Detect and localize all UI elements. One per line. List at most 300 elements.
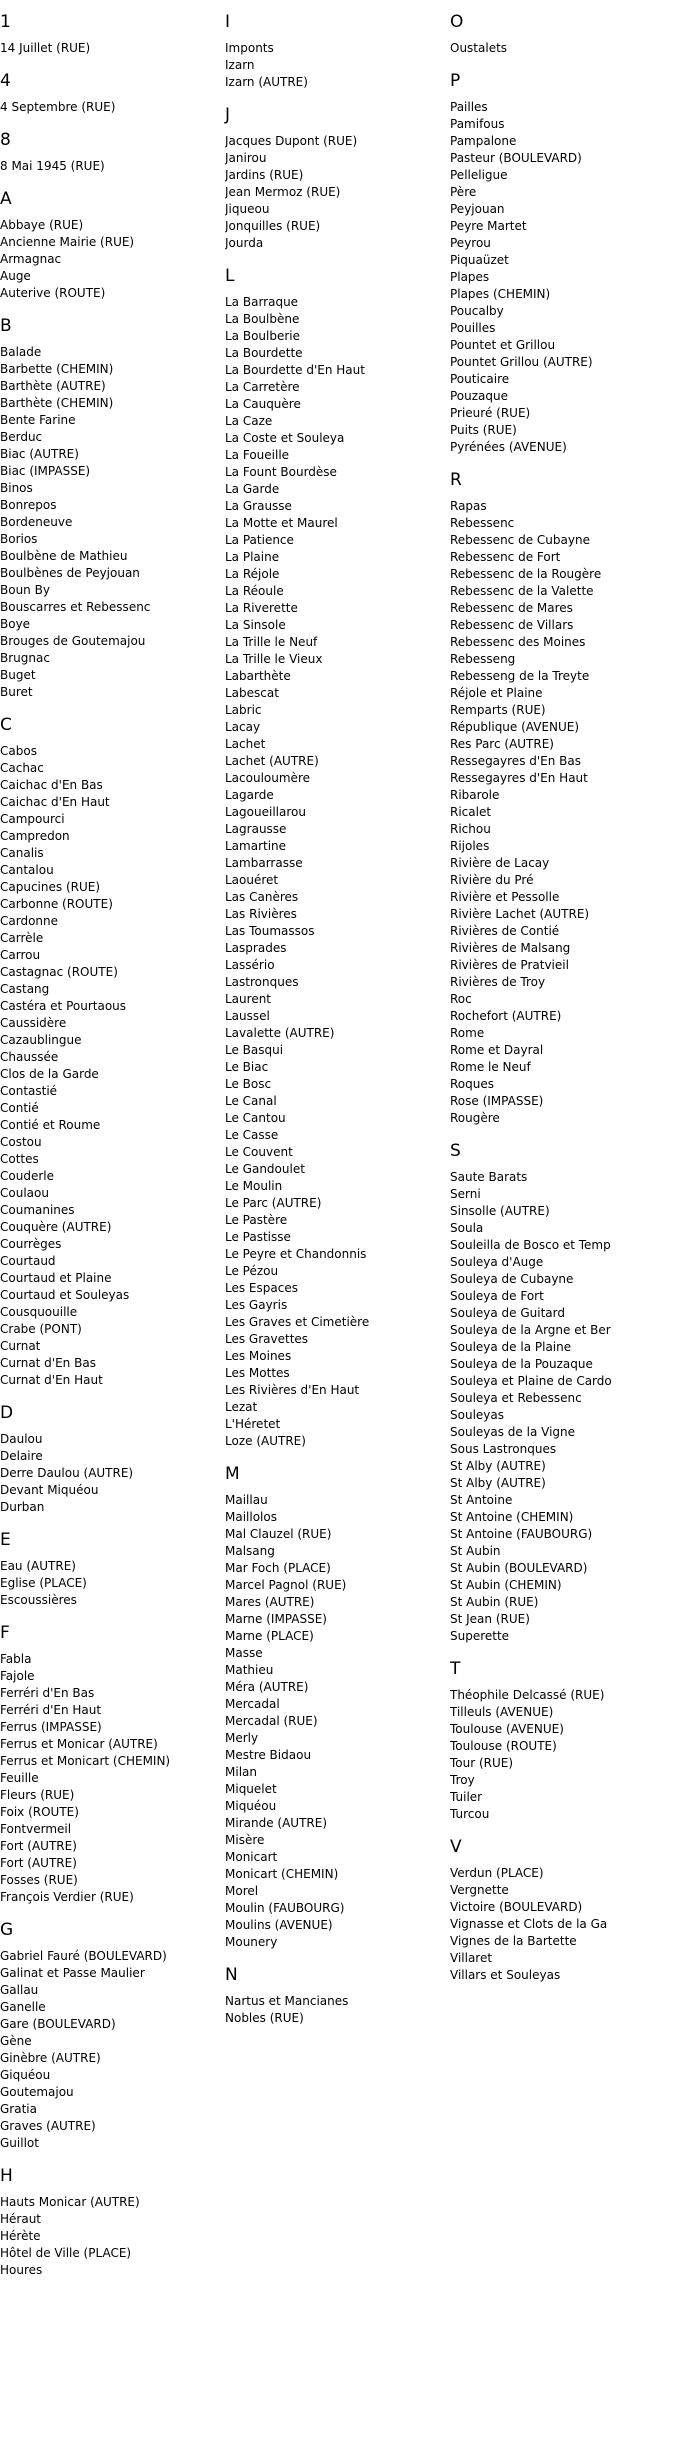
street-name: Fajole xyxy=(0,1669,35,1683)
street-name: Contié xyxy=(0,1101,39,1115)
street-name: Mercadal (RUE) xyxy=(225,1714,318,1728)
street-name: Ferréri d'En Haut xyxy=(0,1703,102,1717)
street-list xyxy=(450,1865,670,1984)
street-name: Lachet (AUTRE) xyxy=(225,754,319,768)
street-name: Brugnac xyxy=(0,651,50,665)
street-name: Caichac d'En Haut xyxy=(0,795,110,809)
street-name: La Carretère xyxy=(225,380,300,394)
street-name: Maillau xyxy=(225,1493,268,1507)
letter-heading: N xyxy=(225,1965,238,1985)
street-name: Durban xyxy=(0,1500,45,1514)
street-name: Roc xyxy=(450,992,472,1006)
street-name: Souleya et Plaine de Cardo xyxy=(450,1374,612,1388)
street-name: Tour (RUE) xyxy=(450,1756,514,1770)
street-name: Binos xyxy=(0,481,33,495)
letter-group xyxy=(225,105,445,252)
street-name: Fort (AUTRE) xyxy=(0,1839,77,1853)
street-name: Malsang xyxy=(225,1544,275,1558)
street-name: Rivière du Pré xyxy=(450,873,534,887)
street-name: Barbette (CHEMIN) xyxy=(0,362,114,376)
street-name: Cazaublingue xyxy=(0,1033,82,1047)
street-name: Jiqueou xyxy=(225,202,270,216)
street-name: Villaret xyxy=(450,1951,493,1965)
street-name: Miquelet xyxy=(225,1782,277,1796)
letter-group xyxy=(0,189,220,302)
street-name: Ribarole xyxy=(450,788,500,802)
letter-group xyxy=(0,1530,220,1609)
street-name: La Patience xyxy=(225,533,294,547)
street-name: Mestre Bidaou xyxy=(225,1748,312,1762)
street-name: La Bourdette d'En Haut xyxy=(225,363,365,377)
street-name: Lambarrasse xyxy=(225,856,303,870)
street-name: Misère xyxy=(225,1833,265,1847)
street-name: Prieuré (RUE) xyxy=(450,406,531,420)
street-name: La Riverette xyxy=(225,601,298,615)
street-name: Carbonne (ROUTE) xyxy=(0,897,113,911)
street-name: Ferrus (IMPASSE) xyxy=(0,1720,102,1734)
street-name: Ferrus et Monicart (CHEMIN) xyxy=(0,1754,171,1768)
street-name: Souleya d'Auge xyxy=(450,1255,544,1269)
street-name: Laussel xyxy=(225,1009,270,1023)
letter-heading: L xyxy=(225,266,235,286)
street-name: Souleya de la Pouzaque xyxy=(450,1357,593,1371)
street-name: Boye xyxy=(0,617,31,631)
street-name: Marne (IMPASSE) xyxy=(225,1612,327,1626)
street-list xyxy=(0,1558,220,1609)
street-name: Superette xyxy=(450,1629,510,1643)
street-name: Derre Daulou (AUTRE) xyxy=(0,1466,134,1480)
street-name: La Grausse xyxy=(225,499,292,513)
street-name: Carrou xyxy=(0,948,41,962)
street-name: Pouticaire xyxy=(450,372,510,386)
street-name: Le Parc (AUTRE) xyxy=(225,1196,322,1210)
letter-group xyxy=(0,71,220,116)
street-name: St Alby (AUTRE) xyxy=(450,1459,546,1473)
street-name: Monicart (CHEMIN) xyxy=(225,1867,339,1881)
street-name: Pamifous xyxy=(450,117,505,131)
street-name: La Foueille xyxy=(225,448,290,462)
street-name: Giquéou xyxy=(0,2068,51,2082)
street-name: Izarn xyxy=(225,58,255,72)
street-name: Buget xyxy=(0,668,36,682)
street-name: Lezat xyxy=(225,1400,258,1414)
street-name: Laurent xyxy=(225,992,272,1006)
street-name: République (AVENUE) xyxy=(450,720,580,734)
street-name: Devant Miquéou xyxy=(0,1483,99,1497)
street-name: Rebessenc xyxy=(450,516,515,530)
street-name: Sous Lastronques xyxy=(450,1442,557,1456)
street-name: La Réjole xyxy=(225,567,280,581)
street-name: Borios xyxy=(0,532,38,546)
street-name: Guillot xyxy=(0,2136,39,2150)
street-name: Rivières de Pratvieil xyxy=(450,958,569,972)
street-list xyxy=(0,217,220,302)
street-name: Lagrausse xyxy=(225,822,287,836)
street-name: Peyrou xyxy=(450,236,491,250)
street-list xyxy=(225,1492,445,1951)
street-name: Jacques Dupont (RUE) xyxy=(225,134,358,148)
street-name: Contastié xyxy=(0,1084,58,1098)
street-name: Buret xyxy=(0,685,33,699)
street-name: Balade xyxy=(0,345,42,359)
street-name: Castang xyxy=(0,982,50,996)
street-name: Auterive (ROUTE) xyxy=(0,286,106,300)
letter-group xyxy=(225,1464,445,1951)
street-name: Pountet et Grillou xyxy=(450,338,556,352)
street-name: Houres xyxy=(0,2263,43,2277)
street-list xyxy=(450,99,670,456)
street-name: Le Basqui xyxy=(225,1043,284,1057)
street-name: Souleya de Guitard xyxy=(450,1306,566,1320)
street-name: La Bourdette xyxy=(225,346,303,360)
street-name: Gallau xyxy=(0,1983,39,1997)
street-name: Roques xyxy=(450,1077,494,1091)
street-name: Labescat xyxy=(225,686,279,700)
street-name: Goutemajou xyxy=(0,2085,74,2099)
street-name: Rebessenc de Fort xyxy=(450,550,561,564)
street-name: Barthète (CHEMIN) xyxy=(0,396,114,410)
street-name: Rebessenc des Moines xyxy=(450,635,586,649)
street-name: Gare (BOULEVARD) xyxy=(0,2017,116,2031)
street-name: Jourda xyxy=(225,236,264,250)
street-name: Imponts xyxy=(225,41,274,55)
street-name: Cottes xyxy=(0,1152,39,1166)
street-name: La Coste et Souleya xyxy=(225,431,345,445)
street-name: Rebessenc de Cubayne xyxy=(450,533,590,547)
street-name: Campourci xyxy=(0,812,65,826)
column-2 xyxy=(225,0,445,2041)
street-name: Cantalou xyxy=(0,863,54,877)
street-name: Vignasse et Clots de la Ga xyxy=(450,1917,608,1931)
street-name: Courrèges xyxy=(0,1237,62,1251)
street-name: Souleya de Fort xyxy=(450,1289,544,1303)
street-name: Poucalby xyxy=(450,304,504,318)
street-list xyxy=(0,40,220,57)
street-name: Souleya de la Argne et Ber xyxy=(450,1323,611,1337)
street-name: Réjole et Plaine xyxy=(450,686,543,700)
street-name: Lassério xyxy=(225,958,275,972)
street-name: Verdun (PLACE) xyxy=(450,1866,544,1880)
street-name: Héraut xyxy=(0,2212,42,2226)
street-name: Nobles (RUE) xyxy=(225,2011,304,2025)
street-name: Gène xyxy=(0,2034,32,2048)
street-name: Hôtel de Ville (PLACE) xyxy=(0,2246,132,2260)
street-name: François Verdier (RUE) xyxy=(0,1890,134,1904)
street-name: Ressegayres d'En Bas xyxy=(450,754,582,768)
letter-group xyxy=(450,12,670,57)
street-name: Saute Barats xyxy=(450,1170,528,1184)
street-name: Curnat d'En Bas xyxy=(0,1356,96,1370)
street-name: Barthète (AUTRE) xyxy=(0,379,106,393)
street-name: Las Rivières xyxy=(225,907,297,921)
street-name: Castagnac (ROUTE) xyxy=(0,965,118,979)
street-name: Curnat d'En Haut xyxy=(0,1373,103,1387)
street-name: Cachac xyxy=(0,761,44,775)
street-name: Labarthète xyxy=(225,669,291,683)
street-name: Peyjouan xyxy=(450,202,505,216)
street-name: Le Couvent xyxy=(225,1145,293,1159)
street-name: Rougère xyxy=(450,1111,500,1125)
street-name: Res Parc (AUTRE) xyxy=(450,737,554,751)
street-name: Serni xyxy=(450,1187,481,1201)
street-name: Rivière de Lacay xyxy=(450,856,550,870)
street-name: Eglise (PLACE) xyxy=(0,1576,87,1590)
street-name: Bouscarres et Rebessenc xyxy=(0,600,151,614)
street-name: Auge xyxy=(0,269,31,283)
street-name: Lagarde xyxy=(225,788,274,802)
street-name: Masse xyxy=(225,1646,263,1660)
street-name: Courtaud et Souleyas xyxy=(0,1288,130,1302)
street-name: Ganelle xyxy=(0,2000,46,2014)
street-name: Tilleuls (AVENUE) xyxy=(450,1705,554,1719)
street-name: Lamartine xyxy=(225,839,287,853)
street-name: Clos de la Garde xyxy=(0,1067,99,1081)
street-name: Gabriel Fauré (BOULEVARD) xyxy=(0,1949,167,1963)
street-name: Lacay xyxy=(225,720,261,734)
street-name: Fleurs (RUE) xyxy=(0,1788,75,1802)
letter-group xyxy=(225,1965,445,2027)
letter-group xyxy=(450,1837,670,1984)
letter-group xyxy=(0,2166,220,2279)
street-list xyxy=(0,99,220,116)
street-name: La Trille le Vieux xyxy=(225,652,323,666)
letter-heading: V xyxy=(450,1837,462,1857)
street-name: Gratia xyxy=(0,2102,37,2116)
street-name: Rivière Lachet (AUTRE) xyxy=(450,907,590,921)
letter-heading: G xyxy=(0,1920,14,1940)
street-name: Labric xyxy=(225,703,262,717)
street-name: Cabos xyxy=(0,744,37,758)
letter-heading: B xyxy=(0,316,12,336)
street-name: Moulin (FAUBOURG) xyxy=(225,1901,345,1915)
street-name: Rose (IMPASSE) xyxy=(450,1094,544,1108)
street-name: Ricalet xyxy=(450,805,492,819)
street-name: Nartus et Mancianes xyxy=(225,1994,349,2008)
street-name: Les Rivières d'En Haut xyxy=(225,1383,360,1397)
letter-heading: H xyxy=(0,2166,13,2186)
letter-heading: 4 xyxy=(0,71,11,91)
street-name: Sinsolle (AUTRE) xyxy=(450,1204,550,1218)
letter-group xyxy=(0,316,220,701)
street-name: Couderle xyxy=(0,1169,54,1183)
street-name: St Aubin (RUE) xyxy=(450,1595,539,1609)
street-name: Ferréri d'En Bas xyxy=(0,1686,95,1700)
street-name: Puits (RUE) xyxy=(450,423,517,437)
street-list xyxy=(225,40,445,91)
letter-heading: M xyxy=(225,1464,240,1484)
letter-heading: O xyxy=(450,12,464,32)
street-name: Maillolos xyxy=(225,1510,277,1524)
street-name: Rebessenc de la Valette xyxy=(450,584,594,598)
street-name: 4 Septembre (RUE) xyxy=(0,100,116,114)
street-name: Contié et Roume xyxy=(0,1118,101,1132)
street-name: Lachet xyxy=(225,737,266,751)
street-name: Mounery xyxy=(225,1935,278,1949)
street-name: Canalis xyxy=(0,846,44,860)
street-name: Rebesseng de la Treyte xyxy=(450,669,590,683)
street-name: Milan xyxy=(225,1765,257,1779)
street-name: Moulins (AVENUE) xyxy=(225,1918,333,1932)
street-name: Laouéret xyxy=(225,873,279,887)
street-name: St Antoine xyxy=(450,1493,513,1507)
street-name: Crabe (PONT) xyxy=(0,1322,82,1336)
letter-group xyxy=(0,715,220,1389)
street-name: La Cauquère xyxy=(225,397,301,411)
street-name: Castéra et Pourtaous xyxy=(0,999,127,1013)
street-name: Le Cantou xyxy=(225,1111,286,1125)
street-name: Coumanines xyxy=(0,1203,75,1217)
letter-heading: R xyxy=(450,470,462,490)
street-name: Eau (AUTRE) xyxy=(0,1559,76,1573)
street-list xyxy=(0,1651,220,1906)
street-name: Cardonne xyxy=(0,914,59,928)
street-name: Graves (AUTRE) xyxy=(0,2119,96,2133)
column-3 xyxy=(450,0,670,1998)
letter-group xyxy=(450,1141,670,1645)
letter-heading: E xyxy=(0,1530,11,1550)
letter-heading: 1 xyxy=(0,12,11,32)
street-name: Le Pézou xyxy=(225,1264,279,1278)
street-name: Le Pastisse xyxy=(225,1230,291,1244)
street-name: Fabla xyxy=(0,1652,32,1666)
street-name: Pailles xyxy=(450,100,488,114)
street-name: Coulaou xyxy=(0,1186,49,1200)
street-name: Abbaye (RUE) xyxy=(0,218,84,232)
letter-group xyxy=(450,71,670,456)
street-name: Bente Farine xyxy=(0,413,76,427)
street-name: Las Toumassos xyxy=(225,924,315,938)
street-name: St Antoine (FAUBOURG) xyxy=(450,1527,593,1541)
street-name: Janirou xyxy=(225,151,267,165)
column-1 xyxy=(0,0,220,2293)
street-name: Les Moines xyxy=(225,1349,292,1363)
street-name: St Alby (AUTRE) xyxy=(450,1476,546,1490)
street-name: Curnat xyxy=(0,1339,41,1353)
street-name: Turcou xyxy=(450,1807,490,1821)
street-name: Les Espaces xyxy=(225,1281,298,1295)
street-name: Marne (PLACE) xyxy=(225,1629,314,1643)
street-name: Ferrus et Monicar (AUTRE) xyxy=(0,1737,158,1751)
street-name: Feuille xyxy=(0,1771,39,1785)
street-name: Mercadal xyxy=(225,1697,280,1711)
street-name: Mares (AUTRE) xyxy=(225,1595,315,1609)
street-list xyxy=(0,1431,220,1516)
street-name: Victoire (BOULEVARD) xyxy=(450,1900,583,1914)
street-name: Rivières de Malsang xyxy=(450,941,571,955)
street-name: Pelleligue xyxy=(450,168,508,182)
street-name: Caichac d'En Bas xyxy=(0,778,103,792)
street-name: Couquère (AUTRE) xyxy=(0,1220,112,1234)
street-name: La Boulbène xyxy=(225,312,300,326)
street-name: Lavalette (AUTRE) xyxy=(225,1026,335,1040)
street-name: Le Gandoulet xyxy=(225,1162,305,1176)
street-name: Foix (ROUTE) xyxy=(0,1805,79,1819)
street-name: Lasprades xyxy=(225,941,287,955)
street-name: Villars et Souleyas xyxy=(450,1968,561,1982)
street-name: Lastronques xyxy=(225,975,299,989)
street-name: Ressegayres d'En Haut xyxy=(450,771,588,785)
street-name: Souleya et Rebessenc xyxy=(450,1391,582,1405)
street-name: Tuiler xyxy=(450,1790,483,1804)
street-name: Méra (AUTRE) xyxy=(225,1680,309,1694)
street-name: Rapas xyxy=(450,499,487,513)
street-name: Pouzaque xyxy=(450,389,509,403)
street-name: St Aubin xyxy=(450,1544,501,1558)
street-name: St Aubin (BOULEVARD) xyxy=(450,1561,588,1575)
street-name: Capucines (RUE) xyxy=(0,880,101,894)
street-name: Rijoles xyxy=(450,839,490,853)
street-name: Vergnette xyxy=(450,1883,509,1897)
street-name: Pasteur (BOULEVARD) xyxy=(450,151,582,165)
street-name: Pampalone xyxy=(450,134,517,148)
street-list xyxy=(0,743,220,1389)
street-name: La Sinsole xyxy=(225,618,286,632)
street-name: Courtaud et Plaine xyxy=(0,1271,112,1285)
street-name: Izarn (AUTRE) xyxy=(225,75,308,89)
letter-heading: 8 xyxy=(0,130,11,150)
street-name: Mal Clauzel (RUE) xyxy=(225,1527,332,1541)
street-name: Hauts Monicar (AUTRE) xyxy=(0,2195,140,2209)
street-name: St Aubin (CHEMIN) xyxy=(450,1578,562,1592)
letter-heading: A xyxy=(0,189,12,209)
street-name: Piquaüzet xyxy=(450,253,509,267)
street-name: Costou xyxy=(0,1135,42,1149)
street-name: La Barraque xyxy=(225,295,299,309)
letter-group xyxy=(0,12,220,57)
street-name: Jardins (RUE) xyxy=(225,168,304,182)
street-list xyxy=(450,40,670,57)
street-name: Toulouse (ROUTE) xyxy=(450,1739,557,1753)
street-name: Le Pastère xyxy=(225,1213,288,1227)
street-name: Daulou xyxy=(0,1432,43,1446)
street-name: Remparts (RUE) xyxy=(450,703,546,717)
street-name: Chaussée xyxy=(0,1050,59,1064)
street-name: La Caze xyxy=(225,414,273,428)
letter-group xyxy=(450,470,670,1127)
letter-group xyxy=(450,1659,670,1823)
street-name: Biac (AUTRE) xyxy=(0,447,79,461)
street-list xyxy=(450,1687,670,1823)
letter-group xyxy=(0,1623,220,1906)
street-name: Le Casse xyxy=(225,1128,279,1142)
street-name: Oustalets xyxy=(450,41,508,55)
street-name: Las Canères xyxy=(225,890,299,904)
street-name: Souleya de la Plaine xyxy=(450,1340,572,1354)
letter-heading: T xyxy=(450,1659,461,1679)
street-name: Richou xyxy=(450,822,491,836)
street-name: Le Peyre et Chandonnis xyxy=(225,1247,367,1261)
letter-group xyxy=(225,12,445,91)
street-name: Mathieu xyxy=(225,1663,274,1677)
street-name: Jean Mermoz (RUE) xyxy=(225,185,341,199)
street-name: Les Graves et Cimetière xyxy=(225,1315,370,1329)
letter-heading: F xyxy=(0,1623,10,1643)
street-name: Merly xyxy=(225,1731,259,1745)
street-name: Boulbène de Mathieu xyxy=(0,549,128,563)
street-list xyxy=(450,498,670,1127)
street-name: Toulouse (AVENUE) xyxy=(450,1722,564,1736)
street-name: Mirande (AUTRE) xyxy=(225,1816,327,1830)
street-name: Boulbènes de Peyjouan xyxy=(0,566,140,580)
letter-group xyxy=(0,1403,220,1516)
street-name: Rochefort (AUTRE) xyxy=(450,1009,562,1023)
street-list xyxy=(0,344,220,701)
street-name: Le Moulin xyxy=(225,1179,283,1193)
street-name: Biac (IMPASSE) xyxy=(0,464,91,478)
street-name: Les Mottes xyxy=(225,1366,290,1380)
letter-heading: J xyxy=(225,105,231,125)
street-list xyxy=(225,294,445,1450)
